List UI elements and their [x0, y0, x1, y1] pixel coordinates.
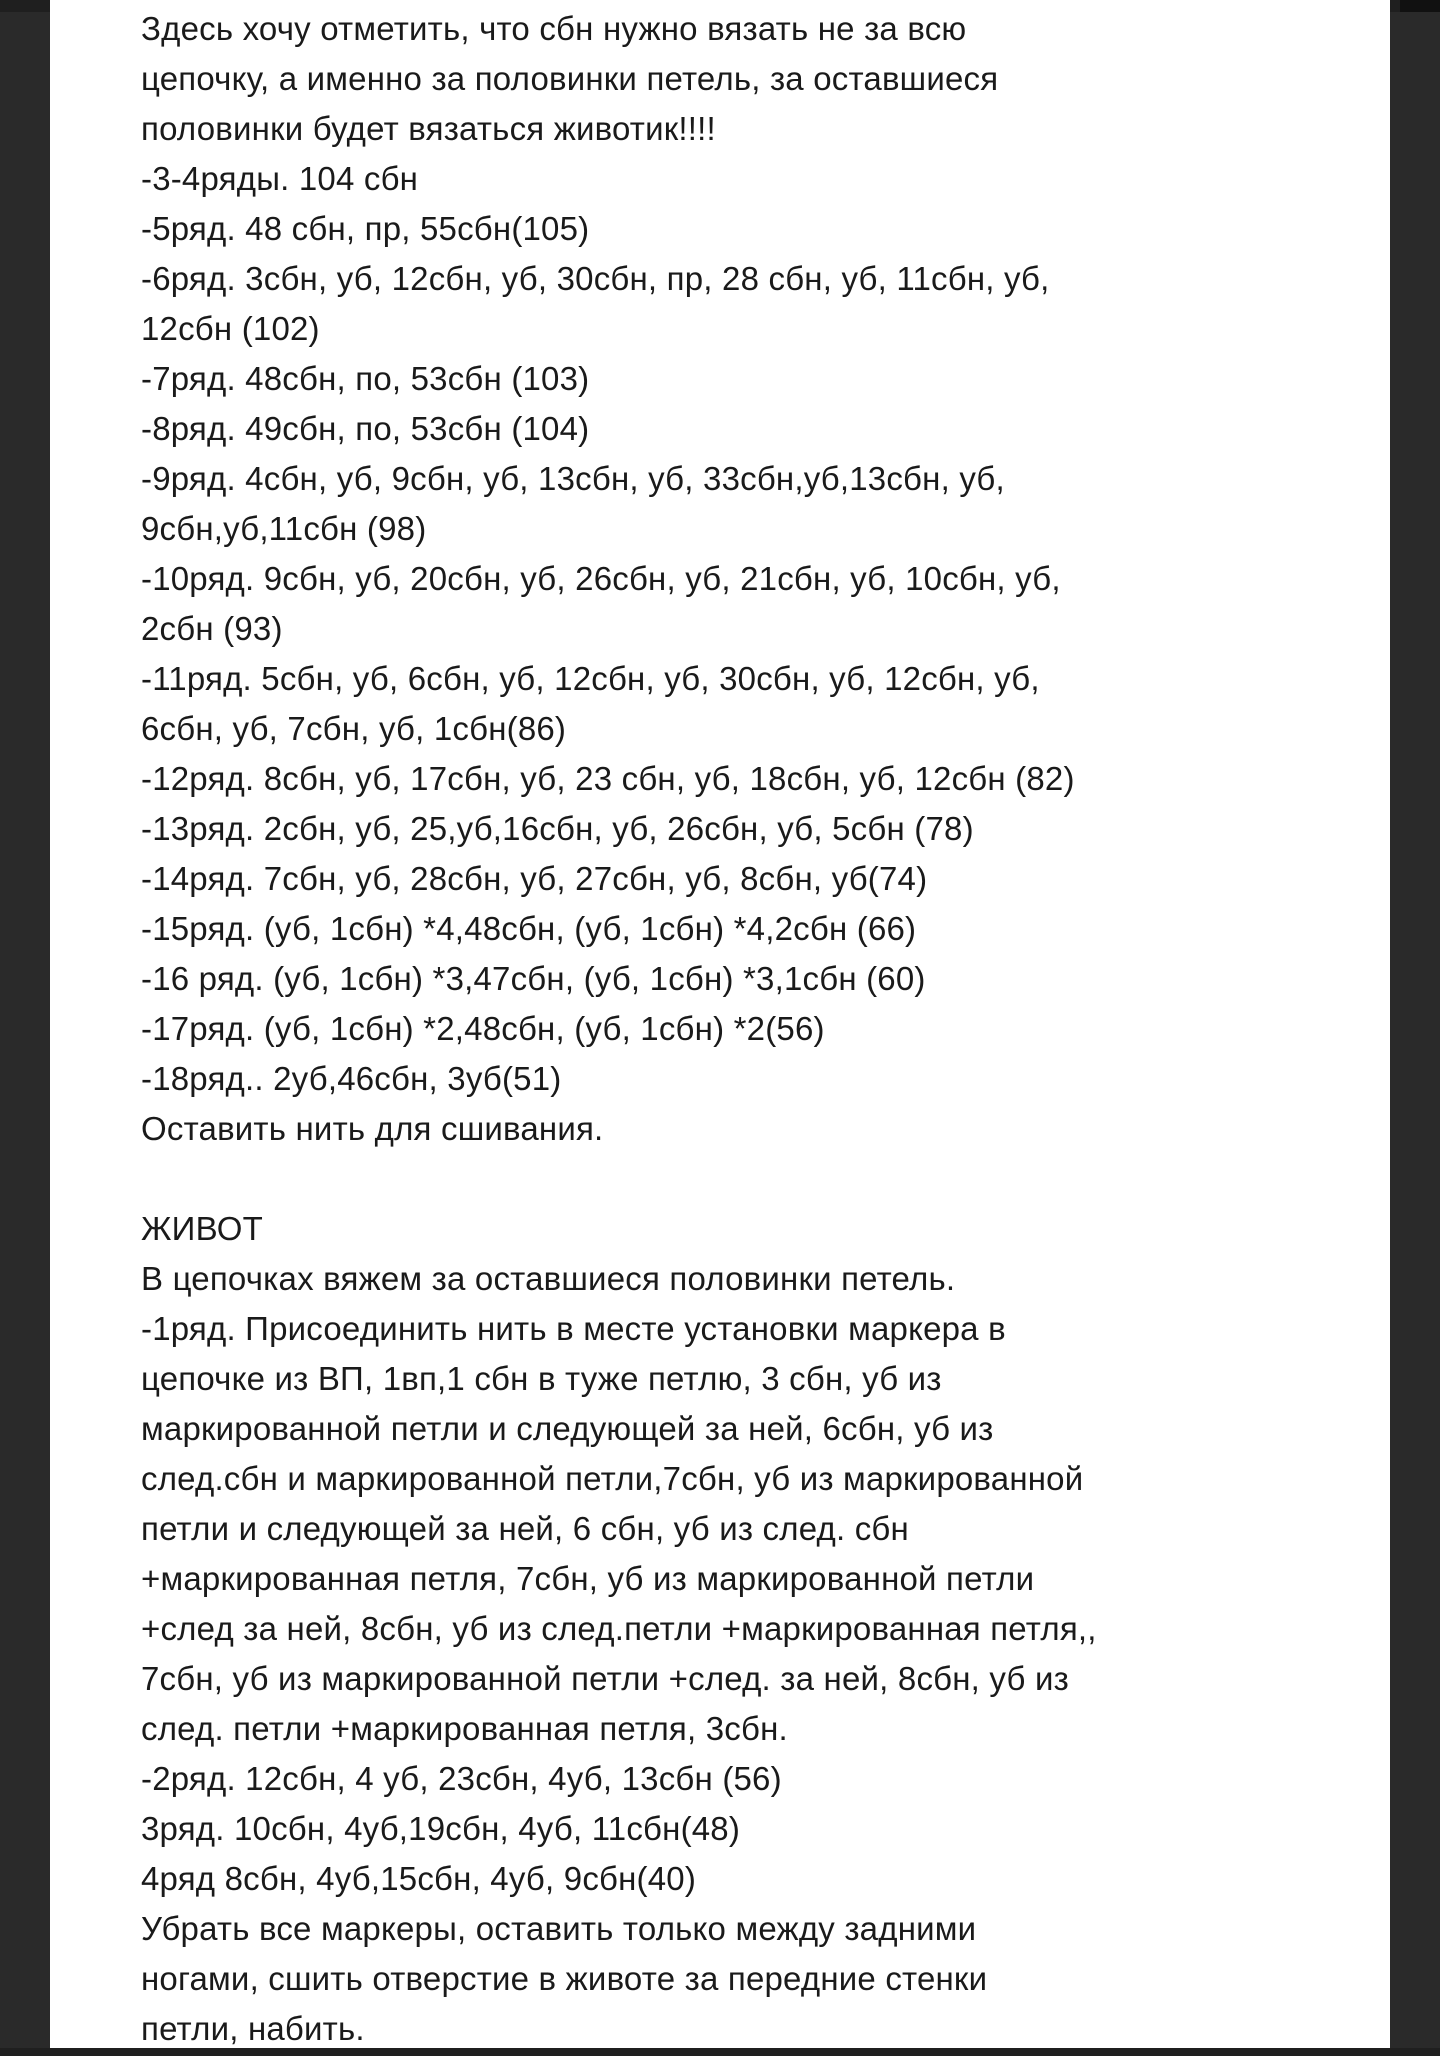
pattern-text [141, 4, 1361, 2048]
row-line: -16 ряд. (уб, 1сбн) *3,47сбн, (уб, 1сбн) *3,1сбн (60) [141, 960, 926, 997]
belly-rows-block [141, 1254, 1361, 2048]
back-rows-block [141, 154, 1361, 1154]
row-line: след.сбн и маркированной петли,7сбн, уб из маркированной [141, 1460, 1084, 1497]
spacer [141, 1154, 1361, 1204]
row-line: -3-4ряды. 104 сбн [141, 160, 419, 197]
row-line: +след за ней, 8сбн, уб из след.петли +маркированная петля,, [141, 1610, 1097, 1647]
bottom-bar [0, 2048, 1440, 2056]
row-line: -15ряд. (уб, 1сбн) *4,48сбн, (уб, 1сбн) *4,2сбн (66) [141, 910, 917, 947]
row-line: 12сбн (102) [141, 310, 320, 347]
row-line: -12ряд. 8сбн, уб, 17сбн, уб, 23 сбн, уб, 18сбн, уб, 12сбн (82) [141, 760, 1075, 797]
document-page [50, 0, 1390, 2048]
row-line: 3ряд. 10сбн, 4уб,19сбн, 4уб, 11сбн(48) [141, 1810, 741, 1847]
row-line: -7ряд. 48сбн, по, 53сбн (103) [141, 360, 590, 397]
row-line: -5ряд. 48 сбн, пр, 55сбн(105) [141, 210, 590, 247]
row-line: след. петли +маркированная петля, 3сбн. [141, 1710, 788, 1747]
row-line: 9сбн,уб,11сбн (98) [141, 510, 427, 547]
row-line: 2сбн (93) [141, 610, 283, 647]
intro-line: Здесь хочу отметить, что сбн нужно вязать не за всю [141, 10, 967, 47]
row-line: В цепочках вяжем за оставшиеся половинки петель. [141, 1260, 956, 1297]
row-line: -2ряд. 12сбн, 4 уб, 23сбн, 4уб, 13сбн (56) [141, 1760, 782, 1797]
row-line: -10ряд. 9сбн, уб, 20сбн, уб, 26сбн, уб, 21сбн, уб, 10сбн, уб, [141, 560, 1061, 597]
intro-line: половинки будет вязаться животик!!!! [141, 110, 716, 147]
intro-block [141, 4, 1361, 154]
row-line: маркированной петли и следующей за ней, 6сбн, уб из [141, 1410, 994, 1447]
row-line: -1ряд. Присоединить нить в месте установки маркера в [141, 1310, 1006, 1347]
row-line: -9ряд. 4сбн, уб, 9сбн, уб, 13сбн, уб, 33сбн,уб,13сбн, уб, [141, 460, 1005, 497]
row-line: -6ряд. 3сбн, уб, 12сбн, уб, 30сбн, пр, 28 сбн, уб, 11сбн, уб, [141, 260, 1050, 297]
row-line: петли, набить. [141, 2010, 365, 2047]
row-line: +маркированная петля, 7сбн, уб из маркированной петли [141, 1560, 1035, 1597]
intro-line: цепочку, а именно за половинки петель, за оставшиеся [141, 60, 999, 97]
row-line: Оставить нить для сшивания. [141, 1110, 604, 1147]
row-line: 6сбн, уб, 7сбн, уб, 1сбн(86) [141, 710, 567, 747]
row-line: -13ряд. 2сбн, уб, 25,уб,16сбн, уб, 26сбн, уб, 5сбн (78) [141, 810, 974, 847]
row-line: -17ряд. (уб, 1сбн) *2,48сбн, (уб, 1сбн) *2(56) [141, 1010, 825, 1047]
row-line: -18ряд.. 2уб,46сбн, 3уб(51) [141, 1060, 562, 1097]
top-bar-accent [1400, 0, 1440, 12]
row-line: 4ряд 8сбн, 4уб,15сбн, 4уб, 9сбн(40) [141, 1860, 697, 1897]
row-line: -14ряд. 7сбн, уб, 28сбн, уб, 27сбн, уб, 8сбн, уб(74) [141, 860, 928, 897]
row-line: петли и следующей за ней, 6 сбн, уб из след. сбн [141, 1510, 909, 1547]
row-line: цепочке из ВП, 1вп,1 сбн в туже петлю, 3 сбн, уб из [141, 1360, 942, 1397]
row-line: -11ряд. 5сбн, уб, 6сбн, уб, 12сбн, уб, 30сбн, уб, 12сбн, уб, [141, 660, 1040, 697]
row-line: ногами, сшить отверстие в животе за передние стенки [141, 1960, 988, 1997]
row-line: Убрать все маркеры, оставить только между задними [141, 1910, 977, 1947]
row-line: -8ряд. 49сбн, по, 53сбн (104) [141, 410, 590, 447]
belly-heading: ЖИВОТ [141, 1210, 263, 1247]
row-line: 7сбн, уб из маркированной петли +след. за ней, 8сбн, уб из [141, 1660, 1069, 1697]
